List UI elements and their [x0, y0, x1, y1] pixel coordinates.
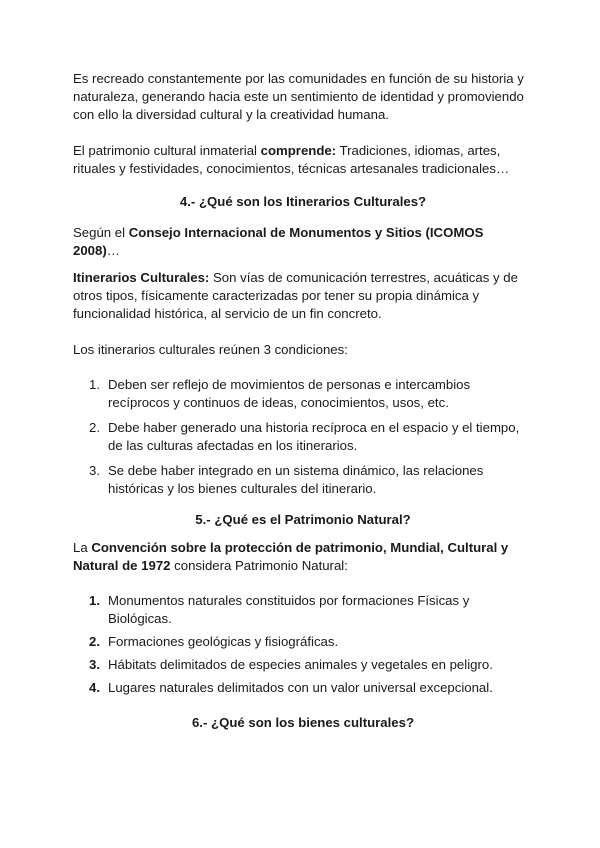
list-number: 1.: [89, 377, 100, 392]
convencion-paragraph: [73, 539, 533, 575]
list-number: 3.: [89, 463, 100, 478]
list-item: [73, 462, 533, 498]
natural-items-list: [73, 592, 533, 697]
list-text: Se debe haber integrado en un sistema dinámico, las relaciones históricas y los bienes culturales del itinerario.: [108, 463, 484, 496]
list-text: Hábitats delimitados de especies animales y vegetales en peligro.: [108, 657, 493, 672]
convencion-prefix: La: [73, 540, 92, 555]
list-number: 3.: [89, 657, 100, 672]
list-item: [73, 592, 533, 628]
icomos-prefix: Según el: [73, 225, 129, 240]
itinerarios-bold: Itinerarios Culturales:: [73, 270, 210, 285]
condiciones-list: [73, 376, 533, 498]
list-item: [73, 376, 533, 412]
inmaterial-bold: comprende:: [260, 143, 337, 158]
document-page: [73, 70, 533, 732]
heading-patrimonio-natural: 5.- ¿Qué es el Patrimonio Natural?: [195, 512, 411, 527]
inmaterial-paragraph: [73, 142, 533, 178]
convencion-bold: Convención sobre la protección de patrimonio, Mundial, Cultural y Natural de 1972: [73, 540, 509, 573]
intro-paragraph: Es recreado constantemente por las comunidades en función de su historia y naturaleza, generando hacia este un sentimiento de identidad y promoviendo con ello la diversidad cultural y la creatividad humana.: [73, 71, 524, 122]
list-item: [73, 656, 533, 674]
list-number: 1.: [89, 593, 100, 608]
list-item: [73, 633, 533, 651]
list-number: 4.: [89, 680, 100, 695]
list-text: Monumentos naturales constituidos por formaciones Físicas y Biológicas.: [108, 593, 470, 626]
icomos-bold: Consejo Internacional de Monumentos y Sitios (ICOMOS 2008): [73, 225, 484, 258]
icomos-suffix: …: [106, 243, 120, 258]
list-number: 2.: [89, 420, 100, 435]
inmaterial-prefix: El patrimonio cultural inmaterial: [73, 143, 261, 158]
heading-bienes-culturales: 6.- ¿Qué son los bienes culturales?: [191, 715, 415, 730]
list-item: [73, 419, 533, 455]
heading-itinerarios: 4.- ¿Qué son los Itinerarios Culturales?: [179, 194, 427, 209]
list-number: 2.: [89, 634, 100, 649]
list-text: Lugares naturales delimitados con un valor universal excepcional.: [108, 680, 493, 695]
list-text: Formaciones geológicas y fisiográficas.: [108, 634, 339, 649]
inmaterial-rest: Tradiciones, idiomas, artes, rituales y festividades, conocimientos, técnicas artesanales tradicionales…: [73, 143, 510, 176]
list-item: [73, 679, 533, 697]
list-text: Deben ser reflejo de movimientos de personas e intercambios recíprocos y continuos de ideas, conocimientos, usos, etc.: [108, 377, 471, 410]
list-text: Debe haber generado una historia recíproca en el espacio y el tiempo, de las culturas afectadas en los itinerarios.: [108, 420, 520, 453]
icomos-paragraph: [73, 224, 533, 260]
itinerarios-definition: [73, 269, 533, 323]
itinerarios-rest: Son vías de comunicación terrestres, acuáticas y de otros tipos, físicamente caracterizadas por tener su propia dinámica y funcionalidad histórica, al servicio de un fin concreto.: [73, 270, 518, 321]
condiciones-intro: Los itinerarios culturales reúnen 3 condiciones:: [73, 342, 348, 357]
convencion-rest: considera Patrimonio Natural:: [170, 558, 348, 573]
